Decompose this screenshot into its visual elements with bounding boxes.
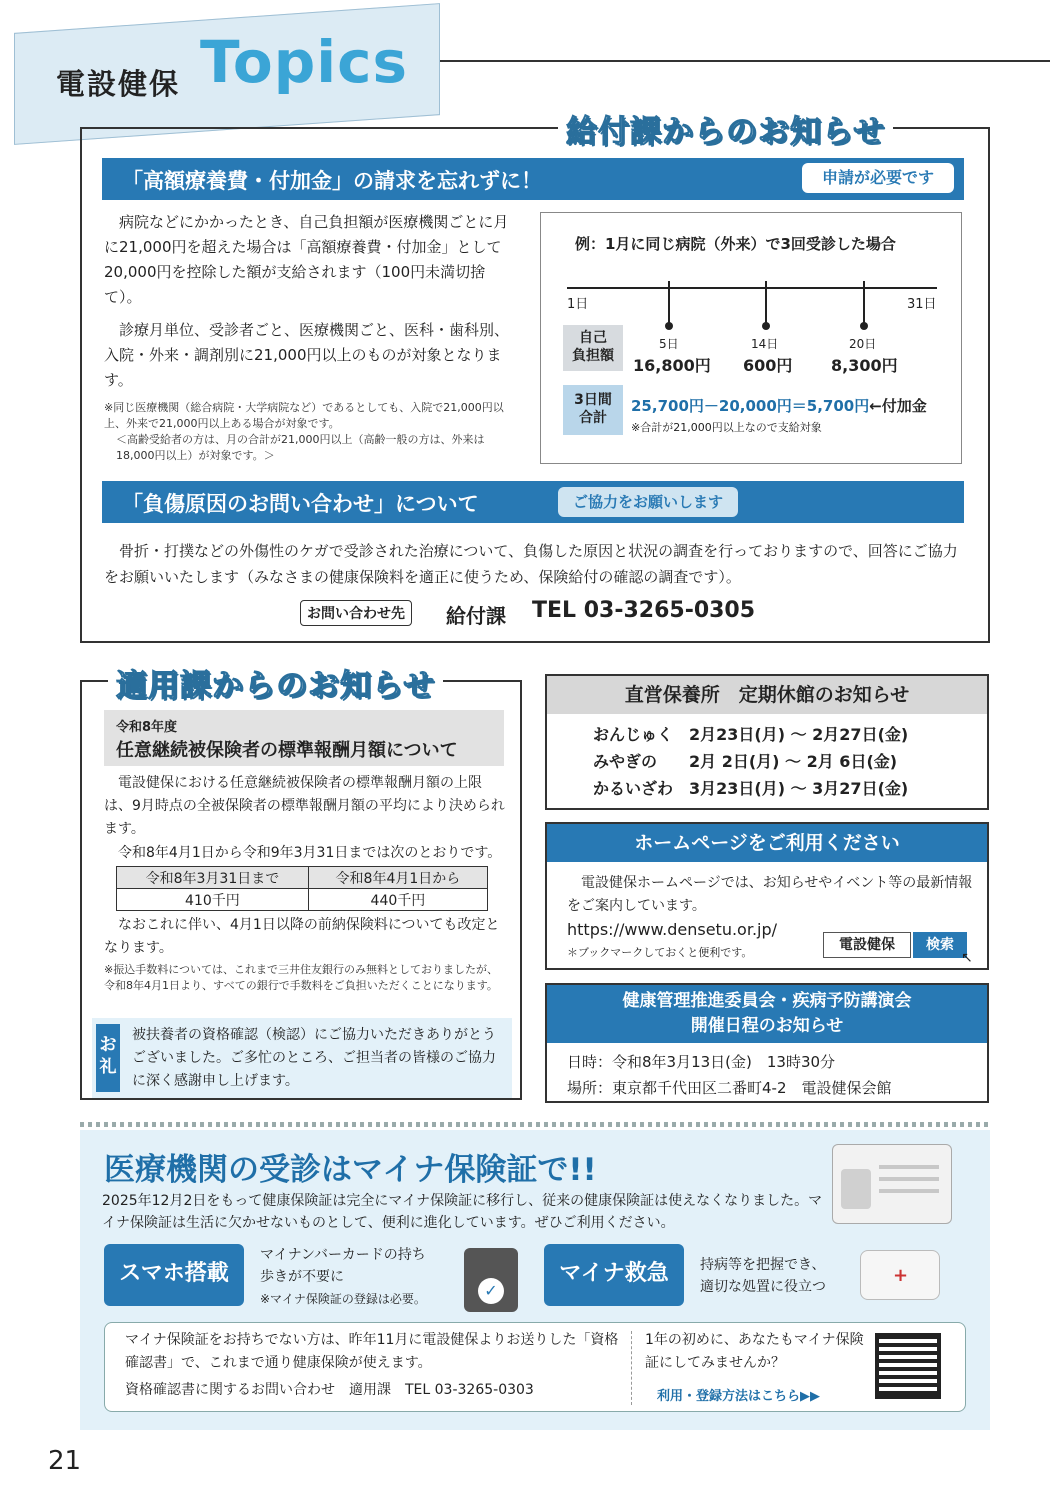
ambulance-cross: +	[893, 1265, 909, 1286]
header-rule	[440, 60, 1050, 62]
info-right-link[interactable]: 利用・登録方法はこちら▶▶	[657, 1389, 820, 1404]
topic2-badge: ご協力をお願いします	[558, 487, 738, 517]
lecture-place: 場所：東京都千代田区二番町4-2 電設健保会館	[567, 1079, 892, 1097]
closure-period-2: 2月 2日(月) ～ 2月 6日(金)	[689, 752, 898, 771]
tekiyo-sub-title: 任意継続被保険者の標準報酬月額について	[116, 740, 458, 761]
visit-amount-3: 8,300円	[831, 356, 898, 375]
lecture-box	[545, 983, 989, 1103]
feature-emergency-label: マイナ救急	[544, 1244, 684, 1306]
homepage-title: ホームページをご利用ください	[547, 824, 987, 862]
topic2-title-bar	[102, 481, 964, 523]
closure-box	[545, 674, 989, 810]
myna-section	[80, 1130, 990, 1430]
closure-period-3: 3月23日(月) ～ 3月27日(金)	[689, 779, 909, 798]
card-line-3	[879, 1189, 939, 1193]
topic2-title: 「負傷原因のお問い合わせ」について	[122, 492, 479, 516]
lecture-date: 日時：令和8年3月13日(金) 13時30分	[567, 1053, 836, 1071]
closure-name-1: おんじゅく	[593, 725, 674, 744]
fee-table	[116, 866, 488, 911]
visit-day-1: 5日	[659, 337, 679, 351]
example-box	[540, 212, 962, 464]
contact-label: お問い合わせ先	[300, 600, 412, 626]
qr-code-icon[interactable]	[875, 1333, 941, 1399]
closure-row-1	[593, 722, 908, 745]
timeline-dot-3	[860, 322, 868, 330]
timeline-start: 1日	[567, 297, 589, 312]
topic1-title-bar	[102, 158, 964, 200]
homepage-body: 電設健保ホームページでは、お知らせやイベント等の最新情報をご案内しています。	[567, 875, 973, 914]
page-number: 21	[48, 1446, 82, 1476]
timeline-line	[567, 287, 937, 289]
kyufu-section-title: 給付課からのお知らせ	[558, 106, 893, 151]
feature-smartphone-label: スマホ搭載	[104, 1244, 244, 1306]
visit-amount-1: 16,800円	[633, 356, 711, 375]
topic2-body: 骨折・打撲などの外傷性のケガで受診された治療について、負傷した原因と状況の調査を行っておりますので、回答にご協力をお願いいたします（みなさまの健康保険料を適正に使うため、保険給付の確認の調査です）。	[104, 542, 958, 586]
fee-header-before: 令和8年3月31日まで	[117, 867, 309, 889]
homepage-box	[545, 822, 989, 970]
homepage-note: ＊ブックマークしておくと便利です。	[567, 946, 753, 959]
topic1-note1: ※同じ医療機関（総合病院・大学病院など）であるとしても、入院で21,000円以上、外来で21,000円以上ある場合が対象です。	[104, 401, 504, 430]
header-title-jp: 電設健保	[56, 67, 181, 101]
info-right-text: 1年の初めに、あなたもマイナ保険証にしてみませんか？	[645, 1332, 864, 1371]
tekiyo-section-title: 適用課からのお知らせ	[108, 660, 443, 705]
myna-title: 医療機関の受診はマイナ保険証で!!	[104, 1152, 597, 1188]
visit-day-3: 20日	[849, 337, 877, 351]
cursor-icon: ↖	[961, 950, 973, 966]
tekiyo-para3: なおこれに伴い、4月1日以降の前納保険料についても改定となります。	[104, 917, 500, 956]
tekiyo-sub-year: 令和8年度	[116, 720, 178, 735]
contact-tel: TEL 03-3265-0305	[532, 598, 756, 623]
formula-suffix: ←付加金	[869, 397, 927, 415]
search-button[interactable]: 検索	[913, 932, 967, 958]
timeline-tick-1	[668, 281, 670, 327]
closure-name-2: みやぎの	[593, 752, 658, 771]
tekiyo-subtitle-box	[104, 710, 504, 766]
example-title: 例：1月に同じ病院（外来）で3回受診した場合	[575, 235, 896, 253]
tekiyo-note: ※振込手数料については、これまで三井住友銀行のみ無料としておりましたが、令和8年4月1日より、すべての銀行で手数料をご負担いただくことになります。	[104, 963, 498, 992]
timeline-tick-2	[765, 281, 767, 327]
check-icon: ✓	[478, 1278, 504, 1304]
tekiyo-para2: 令和8年4月1日から令和9年3月31日までは次のとおりです。	[118, 845, 502, 861]
lecture-title-block	[547, 985, 987, 1043]
search-field[interactable]: 電設健保	[823, 932, 911, 958]
topic1-para2: 診療月単位、受診者ごと、医療機関ごと、医科・歯科別、入院・外来・調剤別に21,000円以上のものが対象となります。	[104, 321, 510, 389]
timeline-tick-3	[863, 281, 865, 327]
homepage-url[interactable]: https://www.densetu.or.jp/	[567, 920, 778, 939]
fee-value-after: 440千円	[308, 889, 487, 911]
formula-note: ※合計が21,000円以上なので支給対象	[631, 421, 822, 434]
contact-dept: 給付課	[446, 604, 506, 628]
closure-name-3: かるいざわ	[593, 779, 674, 798]
topic1-title: 「高額療養費・付加金」の請求を忘れずに！	[122, 169, 542, 193]
thanks-box	[92, 1018, 512, 1098]
visit-day-2: 14日	[751, 337, 779, 351]
closure-row-2	[593, 749, 897, 772]
myna-info-box	[104, 1322, 966, 1412]
myna-card-illustration	[832, 1144, 952, 1224]
info-left-contact: 資格確認書に関するお問い合わせ 適用課 TEL 03-3265-0303	[125, 1382, 534, 1398]
feature1-text: マイナンバーカードの持ち 歩きが不要に ※マイナ保険証の登録は必要。	[260, 1247, 426, 1306]
closure-row-3	[593, 776, 908, 799]
formula	[631, 395, 927, 416]
thanks-label: お礼	[96, 1024, 120, 1092]
myna-top-border	[80, 1122, 990, 1127]
myna-body: 2025年12月2日をもって健康保険証は完全にマイナ保険証に移行し、従来の健康保険証は使えなくなりました。マイナ保険証は生活に欠かせないものとして、便利に進化しています。ぜひご利用ください。	[102, 1193, 823, 1231]
visit-amount-2: 600円	[743, 356, 793, 375]
topic1-para1: 病院などにかかったとき、自己負担額が医療機関ごとに月に21,000円を超えた場合は「高額療養費・付加金」として20,000円を控除した額が支給されます（100円未満切捨て）。	[104, 213, 509, 306]
formula-value: 25,700円－20,000円＝5,700円	[631, 397, 870, 415]
timeline-end: 31日	[907, 297, 937, 312]
timeline-dot-1	[665, 322, 673, 330]
closure-period-1: 2月23日(月) ～ 2月27日(金)	[689, 725, 909, 744]
thanks-body: 被扶養者の資格確認（検認）にご協力いただきありがとうございました。ご多忙のところ、ご担当者の皆様のご協力に深く感謝申し上げます。	[132, 1027, 496, 1089]
label-self-pay: 自己 負担額	[563, 325, 623, 371]
feature2-text: 持病等を把握でき、 適切な処置に役立つ	[700, 1257, 826, 1295]
lecture-title-1: 健康管理推進委員会・疾病予防講演会	[622, 991, 912, 1011]
card-line-2	[879, 1177, 939, 1181]
timeline-dot-2	[762, 322, 770, 330]
topic1-note2: ＜高齢受給者の方は、月の合計が21,000円以上（高齢一般の方は、外来は18,000円以上）が対象です。＞	[116, 433, 485, 462]
topic1-badge: 申請が必要です	[802, 163, 954, 193]
contact-row	[300, 598, 780, 630]
fee-header-after: 令和8年4月1日から	[308, 867, 487, 889]
closure-title: 直営保養所 定期休館のお知らせ	[547, 676, 987, 714]
lecture-title-2: 開催日程のお知らせ	[690, 1016, 844, 1036]
fee-value-before: 410千円	[117, 889, 309, 911]
card-line-1	[879, 1165, 939, 1169]
tekiyo-para1: 電設健保における任意継続被保険者の標準報酬月額の上限は、9月時点の全被保険者の標準報酬月額の平均により決められます。	[104, 775, 505, 837]
label-total: 3日間 合計	[563, 385, 623, 435]
info-divider	[631, 1331, 632, 1405]
ambulance-icon	[860, 1250, 940, 1300]
info-left-text: マイナ保険証をお持ちでない方は、昨年11月に電設健保よりお送りした「資格確認書」で、これまで通り健康保険が使えます。	[125, 1332, 619, 1371]
header-title-topics: Topics	[200, 28, 409, 96]
smartphone-icon	[464, 1248, 518, 1312]
card-photo-icon	[841, 1169, 871, 1209]
